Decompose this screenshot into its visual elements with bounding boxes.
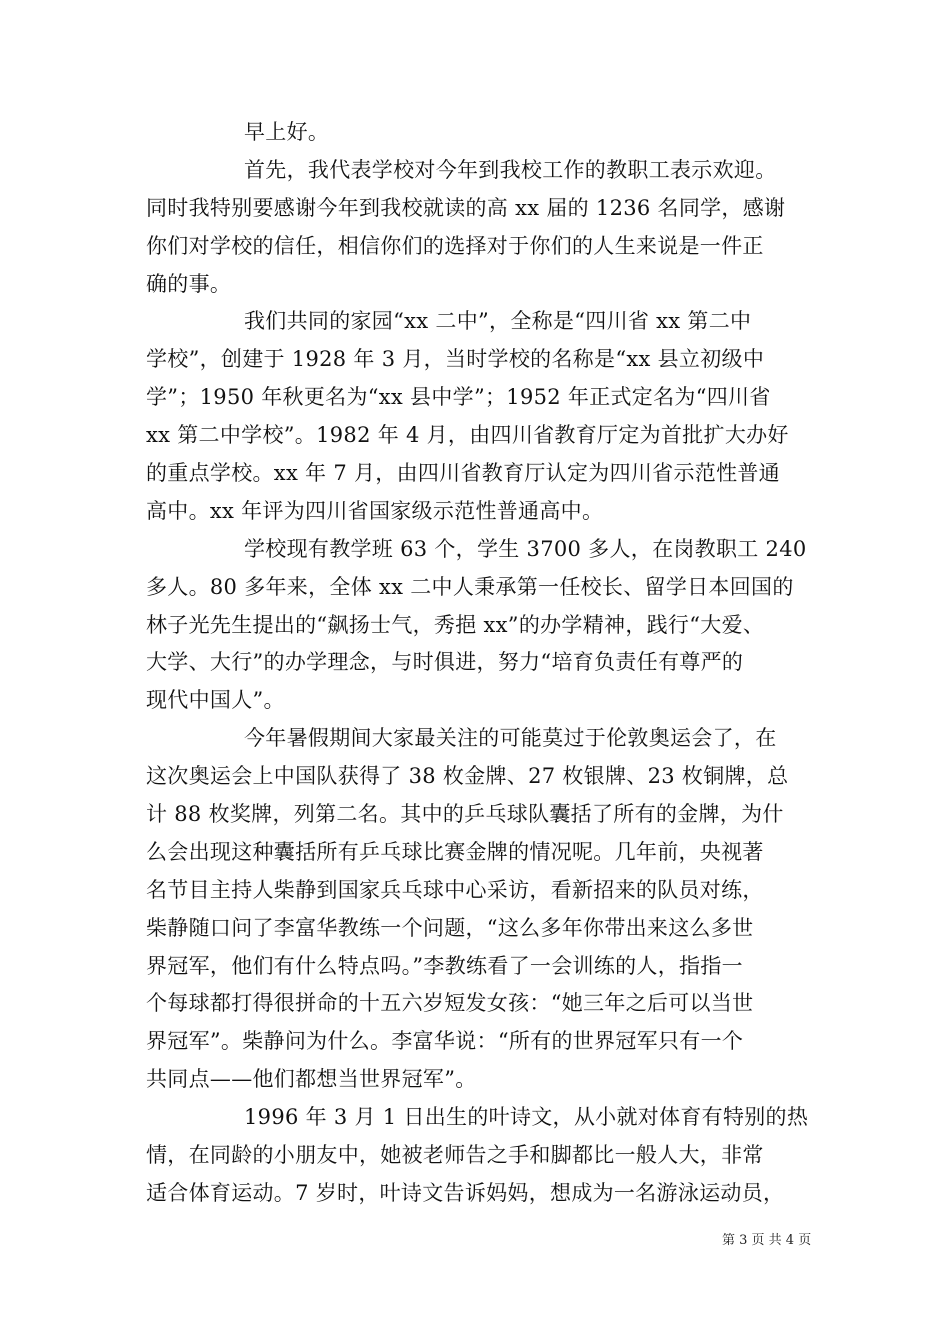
paragraph-olympics-line: 名节目主持人柴静到国家兵乓球中心采访，看新招来的队员对练， [146,877,764,902]
paragraph-ye-shiwen-line: 情，在同龄的小朋友中，她被老师告之手和脚都比一般人大，非常 [146,1143,764,1168]
paragraph-olympics-line: 界冠军，他们有什么特点吗。”李教练看了一会训练的人，指指一 [146,953,743,978]
page-number-footer: 第 3 页 共 4 页 [722,1233,812,1248]
paragraph-welcome-line: 你们对学校的信任，相信你们的选择对于你们的人生来说是一件正 [146,233,764,258]
paragraph-olympics-line: 这次奥运会上中国队获得了 38 枚金牌、27 枚银牌、23 枚铜牌，总 [146,764,789,789]
paragraph-school-line: 学校现有教学班 63 个，学生 3700 多人，在岗教职工 240 [244,536,807,561]
paragraph-olympics-line: 今年暑假期间大家最关注的可能莫过于伦敦奥运会了，在 [244,726,777,751]
paragraph-olympics-line: 共同点——他们都想当世界冠军”。 [146,1067,477,1092]
paragraph-ye-shiwen-line: 适合体育运动。7 岁时，叶诗文告诉妈妈，想成为一名游泳运动员， [146,1180,785,1205]
paragraph-ye-shiwen-line: 1996 年 3 月 1 日出生的叶诗文，从小就对体育有特别的热 [244,1105,809,1130]
paragraph-history-line: xx 第二中学校”。1982 年 4 月，由四川省教育厅定为首批扩大办好 [146,423,789,448]
paragraph-olympics-line: 界冠军”。柴静问为什么。李富华说：“所有的世界冠军只有一个 [146,1029,744,1054]
paragraph-welcome-line: 确的事。 [146,271,232,296]
paragraph-school-line: 林子光先生提出的“飙扬士气，秀挹 xx”的办学精神，践行“大爱、 [146,612,765,637]
paragraph-history-line: 学”；1950 年秋更名为“xx 县中学”；1952 年正式定名为“四川省 [146,385,771,410]
paragraph-school-line: 大学、大行”的办学理念，与时俱进，努力“培育负责任有尊严的 [146,650,744,675]
paragraph-school-line: 多人。80 多年来，全体 xx 二中人秉承第一任校长、留学日本回国的 [146,574,794,599]
paragraph-history-line: 我们共同的家园“xx 二中”，全称是“四川省 xx 第二中 [244,309,752,334]
document-body [146,114,816,1213]
paragraph-welcome-line: 首先，我代表学校对今年到我校工作的教职工表示欢迎。 [244,157,777,182]
paragraph-greeting-line: 早上好。 [244,120,330,144]
paragraph-history-line: 的重点学校。xx 年 7 月，由四川省教育厅认定为四川省示范性普通 [146,461,780,486]
paragraph-olympics-line: 柴静随口问了李富华教练一个问题，“这么多年你带出来这么多世 [146,915,754,940]
paragraph-welcome-line: 同时我特别要感谢今年到我校就读的高 xx 届的 1236 名同学，感谢 [146,195,786,220]
paragraph-history-line: 高中。xx 年评为四川省国家级示范性普通高中。 [146,498,604,523]
paragraph-olympics-line: 么会出现这种囊括所有乒乓球比赛金牌的情况呢。几年前，央视著 [146,839,764,864]
paragraph-olympics-line: 计 88 枚奖牌，列第二名。其中的乒乓球队囊括了所有的金牌，为什 [146,802,784,827]
paragraph-school-line: 现代中国人”。 [146,688,285,713]
paragraph-olympics-line: 个每球都打得很拼命的十五六岁短发女孩：“她三年之后可以当世 [146,991,754,1016]
paragraph-history-line: 学校”，创建于 1928 年 3 月，当时学校的名称是“xx 县立初级中 [146,347,765,372]
